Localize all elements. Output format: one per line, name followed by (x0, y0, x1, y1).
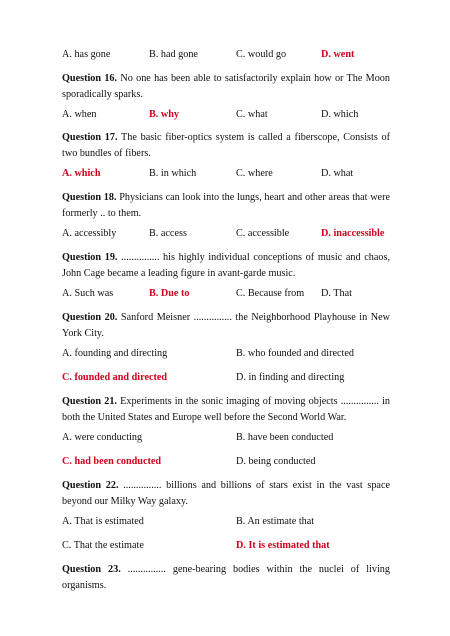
q17-option-c: C. where (236, 168, 273, 179)
q20-option-d: D. in finding and directing (236, 372, 345, 383)
question-23-text: ............... gene-bearing bodies within the nuclei of living organisms. (62, 564, 390, 591)
q16-option-c: C. what (236, 109, 268, 120)
question-17-label: Question 17. (62, 132, 118, 143)
question-16-label: Question 16. (62, 73, 118, 84)
q21-option-b: B. have been conducted (236, 432, 334, 443)
question-21-label: Question 21. (62, 396, 117, 407)
q16-option-a: A. when (62, 109, 97, 120)
question-19 (62, 250, 390, 281)
question-23-label: Question 23. (62, 564, 121, 575)
q18-option-d-answer: D. inaccessible (321, 228, 385, 239)
q21-option-c-answer: C. had been conducted (62, 456, 162, 467)
q22-option-a: A. That is estimated (62, 516, 144, 527)
q17-option-a-answer: A. which (62, 168, 101, 179)
q15-option-b: B. had gone (149, 49, 198, 60)
question-22 (62, 478, 390, 509)
question-22-label: Question 22. (62, 480, 119, 491)
question-20 (62, 310, 390, 341)
q22-option-b: B. An estimate that (236, 516, 315, 527)
question-18 (62, 190, 390, 221)
q20-option-a: A. founding and directing (62, 348, 168, 359)
question-17 (62, 130, 390, 161)
question-21 (62, 394, 390, 425)
q19-option-a: A. Such was (62, 288, 114, 299)
q16-option-d: D. which (321, 109, 359, 120)
question-20-text: Sanford Meisner ............... the Neighborhood Playhouse in New York City. (62, 312, 390, 339)
q22-option-c: C. That the estimate (62, 540, 144, 551)
question-18-label: Question 18. (62, 192, 117, 203)
question-19-label: Question 19. (62, 252, 118, 263)
question-22-text: ............... billions and billions of stars exist in the vast space beyond our Milky Way galaxy. (62, 480, 391, 507)
question-16 (62, 71, 390, 102)
q16-option-b-answer: B. why (149, 109, 180, 120)
question-16-text: No one has been able to satisfactorily explain how or The Moon sporadically sparks. (62, 73, 390, 100)
question-23 (62, 562, 390, 593)
q21-option-d: D. being conducted (236, 456, 316, 467)
question-21-text: Experiments in the sonic imaging of moving objects ............... in both the United States and Europe well before the Second World War. (62, 396, 390, 423)
question-17-text: The basic fiber-optics system is called a fiberscope, Consists of two bundles of fibers. (62, 132, 390, 159)
q17-option-b: B. in which (149, 168, 197, 179)
q20-option-b: B. who founded and directed (236, 348, 354, 359)
q15-option-a: A. has gone (62, 49, 111, 60)
q20-option-c-answer: C. founded and directed (62, 372, 168, 383)
question-18-text: Physicians can look into the lungs, heart and other areas that were formerly .. to them. (62, 192, 390, 219)
q15-option-d-answer: D. went (321, 49, 355, 60)
q21-option-a: A. were conducting (62, 432, 143, 443)
q19-option-d: D. That (321, 288, 352, 299)
q18-option-a: A. accessibly (62, 228, 117, 239)
q19-option-b-answer: B. Due to (149, 288, 190, 299)
q15-option-c: C. would go (236, 49, 287, 60)
question-20-label: Question 20. (62, 312, 118, 323)
question-19-text: ............... his highly individual conceptions of music and chaos, John Cage became a leading figure in avant-garde music. (62, 252, 391, 279)
q19-option-c: C. Because from (236, 288, 305, 299)
q22-option-d-answer: D. It is estimated that (236, 540, 330, 551)
q18-option-c: C. accessible (236, 228, 290, 239)
q17-option-d: D. what (321, 168, 354, 179)
q18-option-b: B. access (149, 228, 187, 239)
